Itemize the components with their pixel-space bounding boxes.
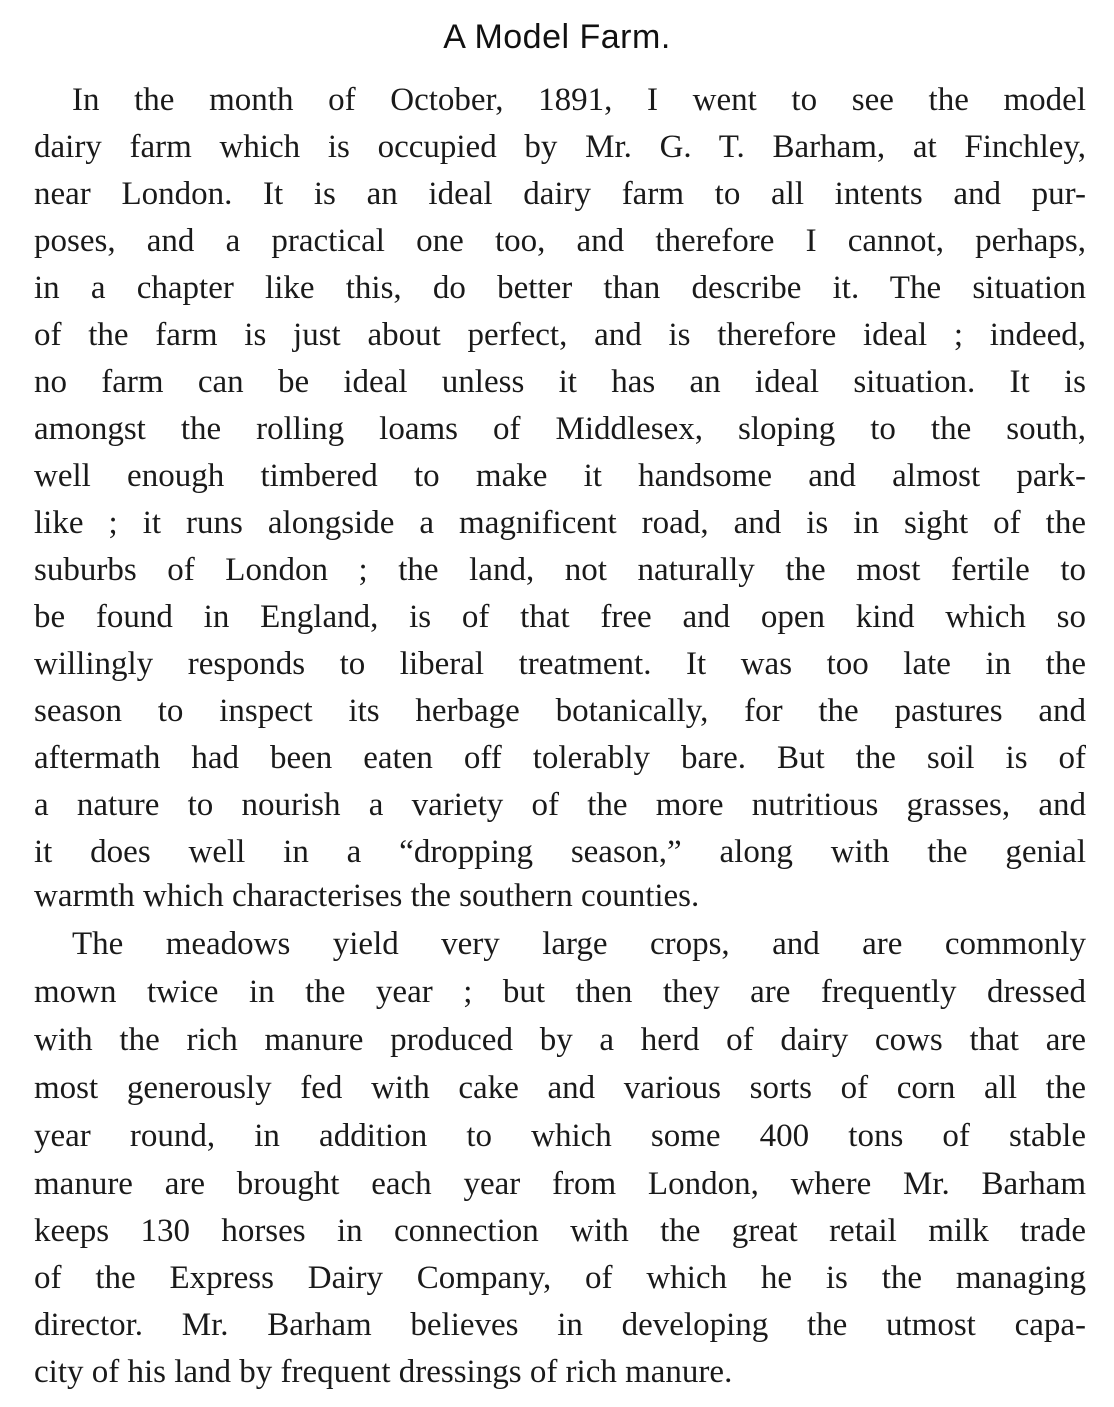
text-line: most generously fed with cake and various sorts of corn all the bbox=[34, 1070, 1086, 1106]
text-line: with the rich manure produced by a herd of dairy cows that are bbox=[34, 1022, 1086, 1058]
text-line: of the farm is just about perfect, and is therefore ideal ; indeed, bbox=[34, 317, 1086, 353]
text-line: near London. It is an ideal dairy farm to all intents and pur- bbox=[34, 176, 1086, 212]
text-line: director. Mr. Barham believes in developing the utmost capa- bbox=[34, 1307, 1086, 1343]
text-line: city of his land by frequent dressings of rich manure. bbox=[34, 1354, 733, 1390]
text-line: in a chapter like this, do better than describe it. The situation bbox=[34, 270, 1086, 306]
text-line: suburbs of London ; the land, not naturally the most fertile to bbox=[34, 552, 1086, 588]
text-line: manure are brought each year from London, where Mr. Barham bbox=[34, 1166, 1086, 1202]
page-title: A Model Farm. bbox=[443, 18, 671, 56]
text-line: like ; it runs alongside a magnificent road, and is in sight of the bbox=[34, 505, 1086, 541]
text-line: no farm can be ideal unless it has an ideal situation. It is bbox=[34, 364, 1086, 400]
text-line: be found in England, is of that free and open kind which so bbox=[34, 599, 1086, 635]
text-line: mown twice in the year ; but then they are frequently dressed bbox=[34, 974, 1086, 1010]
text-line: amongst the rolling loams of Middlesex, sloping to the south, bbox=[34, 411, 1086, 447]
text-line: season to inspect its herbage botanically, for the pastures and bbox=[34, 693, 1086, 729]
text-line: year round, in addition to which some 400 tons of stable bbox=[34, 1118, 1086, 1154]
text-line: aftermath had been eaten off tolerably bare. But the soil is of bbox=[34, 740, 1086, 776]
text-line: a nature to nourish a variety of the more nutritious grasses, and bbox=[34, 787, 1086, 823]
text-line: it does well in a “dropping season,” along with the genial bbox=[34, 834, 1086, 870]
text-line: of the Express Dairy Company, of which he is the managing bbox=[34, 1260, 1086, 1296]
text-line: willingly responds to liberal treatment. It was too late in the bbox=[34, 646, 1086, 682]
text-line: dairy farm which is occupied by Mr. G. T. Barham, at Finchley, bbox=[34, 129, 1086, 165]
text-line: keeps 130 horses in connection with the great retail milk trade bbox=[34, 1213, 1086, 1249]
text-line: poses, and a practical one too, and therefore I cannot, perhaps, bbox=[34, 223, 1086, 259]
text-line: well enough timbered to make it handsome and almost park- bbox=[34, 458, 1086, 494]
text-line: The meadows yield very large crops, and are commonly bbox=[72, 926, 1086, 962]
text-line: In the month of October, 1891, I went to see the model bbox=[72, 82, 1086, 118]
text-line: warmth which characterises the southern counties. bbox=[34, 878, 700, 914]
